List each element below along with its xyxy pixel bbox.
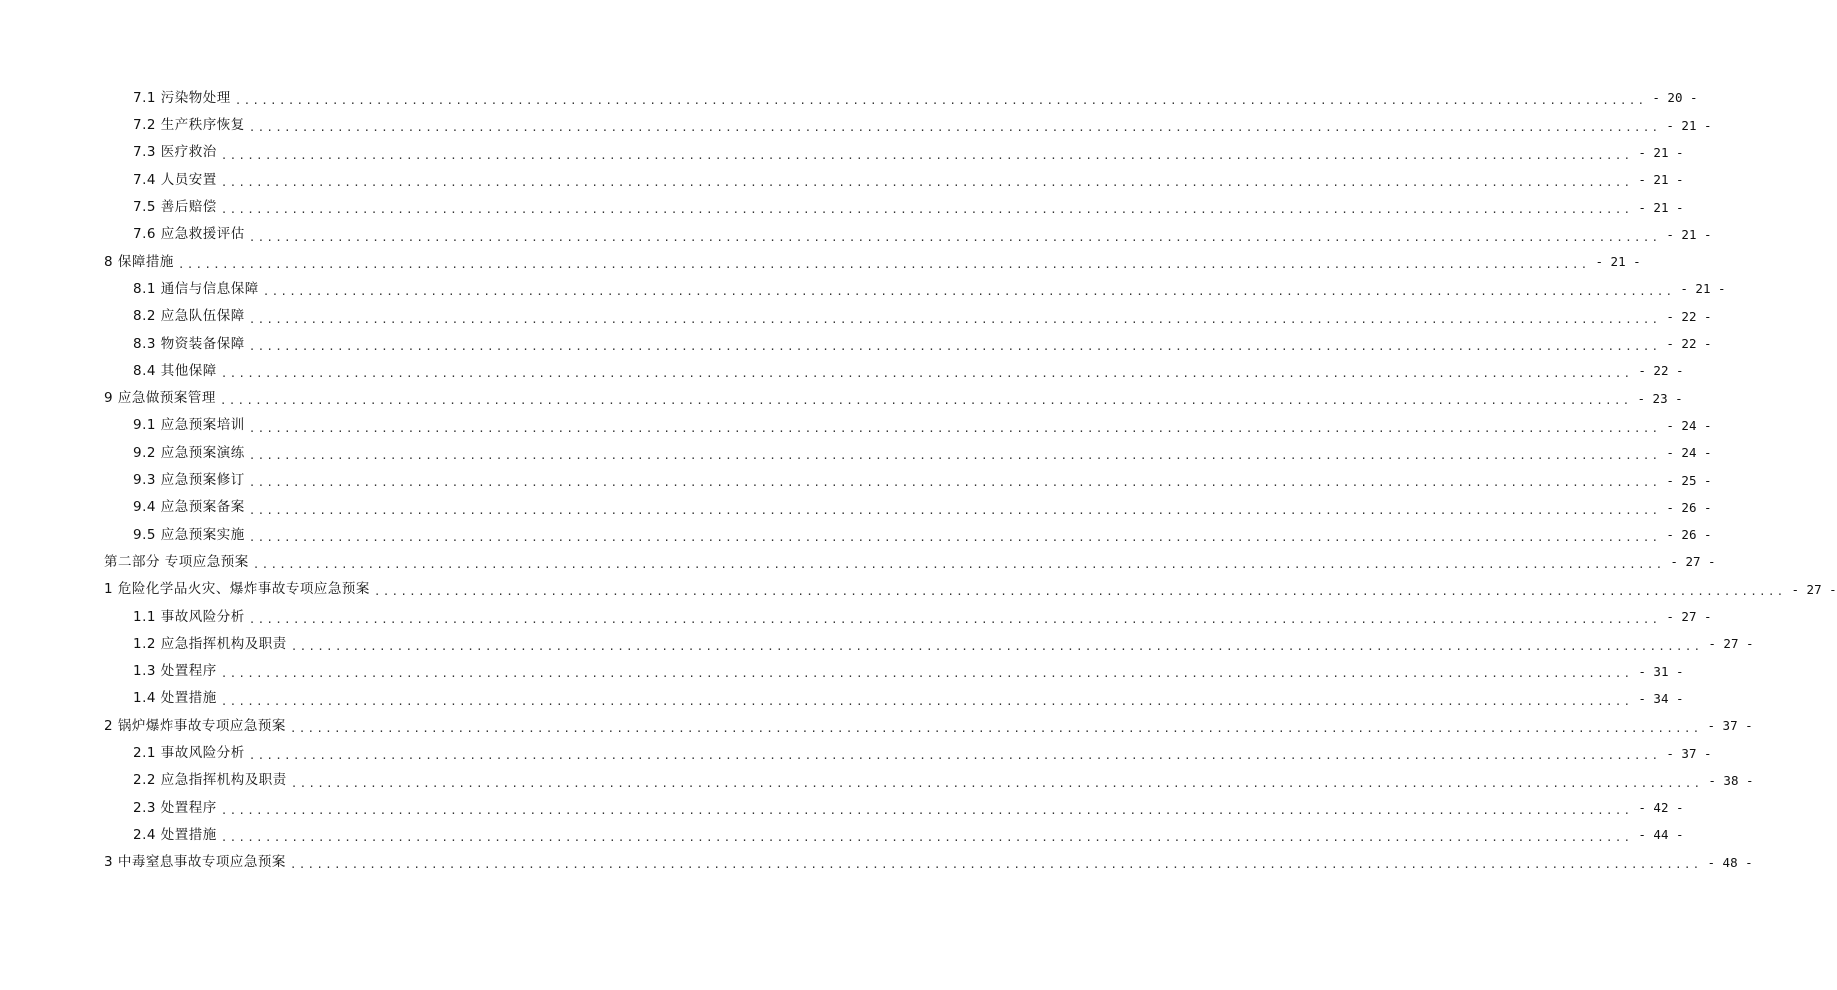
dot-leader: ................................................................................................................................................................ (248, 530, 1661, 544)
toc-entry-title: 2.1 事故风险分析 (133, 745, 245, 762)
dot-leader: ................................................................................................................................................................ (219, 394, 1632, 408)
toc-entry[interactable] (0, 522, 1712, 549)
toc-entry-page-number: - 21 - (1666, 117, 1712, 133)
toc-entry-page-number: - 22 - (1638, 363, 1684, 379)
dot-leader: ................................................................................................................................................................ (220, 203, 1633, 217)
toc-entry-page-number: - 37 - (1707, 718, 1753, 734)
dot-leader: ................................................................................................................................................................ (248, 230, 1661, 244)
toc-entry-title: 1.4 处置措施 (133, 690, 217, 707)
toc-entry-title: 1.2 应急指挥机构及职责 (133, 635, 287, 652)
toc-entry[interactable] (0, 686, 1684, 713)
dot-leader: ................................................................................................................................................................ (289, 721, 1702, 735)
toc-entry[interactable] (0, 740, 1712, 767)
toc-entry[interactable] (0, 604, 1712, 631)
toc-entry-page-number: - 24 - (1666, 445, 1712, 461)
toc-entry[interactable] (0, 467, 1712, 494)
toc-entry-title: 7.1 污染物处理 (133, 89, 231, 106)
toc-entry[interactable] (0, 440, 1712, 467)
dot-leader: ................................................................................................................................................................ (220, 176, 1633, 190)
dot-leader: ................................................................................................................................................................ (220, 667, 1633, 681)
toc-entry-page-number: - 21 - (1680, 281, 1726, 297)
dot-leader: ................................................................................................................................................................ (248, 749, 1661, 763)
dot-leader: ................................................................................................................................................................ (290, 640, 1703, 654)
toc-entry-page-number: - 24 - (1666, 417, 1712, 433)
toc-entry-page-number: - 22 - (1666, 336, 1712, 352)
toc-entry-page-number: - 31 - (1638, 663, 1684, 679)
dot-leader: ................................................................................................................................................................ (248, 612, 1661, 626)
toc-entry[interactable] (0, 767, 1754, 794)
toc-entry[interactable] (0, 576, 1837, 603)
toc-entry-page-number: - 27 - (1666, 609, 1712, 625)
toc-entry-page-number: - 22 - (1666, 308, 1712, 324)
toc-entry-title: 2.2 应急指挥机构及职责 (133, 772, 287, 789)
toc-entry-page-number: - 27 - (1670, 554, 1716, 570)
dot-leader: ................................................................................................................................................................ (234, 94, 1647, 108)
toc-entry-title: 8.3 物资装备保障 (133, 335, 245, 352)
dot-leader: ................................................................................................................................................................ (373, 585, 1786, 599)
toc-entry-title: 2.4 处置措施 (133, 826, 217, 843)
toc-entry-page-number: - 21 - (1638, 144, 1684, 160)
dot-leader: ................................................................................................................................................................ (220, 694, 1633, 708)
toc-entry-title: 9.5 应急预案实施 (133, 526, 245, 543)
toc-entry[interactable] (0, 631, 1754, 658)
toc-entry-page-number: - 34 - (1638, 690, 1684, 706)
toc-entry-title: 8.1 通信与信息保障 (133, 280, 259, 297)
toc-entry-page-number: - 44 - (1638, 827, 1684, 843)
toc-entry[interactable] (0, 276, 1726, 303)
dot-leader: ................................................................................................................................................................ (220, 831, 1633, 845)
toc-entry-page-number: - 38 - (1708, 772, 1754, 788)
dot-leader: ................................................................................................................................................................ (248, 421, 1661, 435)
dot-leader: ................................................................................................................................................................ (289, 858, 1702, 872)
toc-entry[interactable] (0, 385, 1683, 412)
dot-leader: ................................................................................................................................................................ (248, 312, 1661, 326)
toc-entry[interactable] (0, 713, 1753, 740)
toc-entry-page-number: - 21 - (1638, 172, 1684, 188)
toc-entry-page-number: - 21 - (1666, 226, 1712, 242)
toc-entry-title: 8.2 应急队伍保障 (133, 308, 245, 325)
dot-leader: ................................................................................................................................................................ (248, 339, 1661, 353)
toc-entry-title: 9.2 应急预案演练 (133, 444, 245, 461)
dot-leader: ................................................................................................................................................................ (252, 558, 1665, 572)
toc-entry-title: 第二部分 专项应急预案 (104, 553, 249, 570)
dot-leader: ................................................................................................................................................................ (262, 285, 1675, 299)
toc-entry-title: 3 中毒窒息事故专项应急预案 (104, 854, 286, 871)
toc-entry-title: 7.4 人员安置 (133, 171, 217, 188)
toc-entry-title: 1.3 处置程序 (133, 663, 217, 680)
toc-entry-page-number: - 48 - (1707, 854, 1753, 870)
toc-entry-title: 8.4 其他保障 (133, 362, 217, 379)
toc-entry-title: 9 应急做预案管理 (104, 390, 216, 407)
toc-entry[interactable] (0, 795, 1684, 822)
toc-entry[interactable] (0, 221, 1712, 248)
toc-entry[interactable] (0, 303, 1712, 330)
toc-entry[interactable] (0, 549, 1716, 576)
toc-entry-page-number: - 37 - (1666, 745, 1712, 761)
toc-entry-title: 9.4 应急预案备案 (133, 499, 245, 516)
dot-leader: ................................................................................................................................................................ (290, 776, 1703, 790)
toc-entry[interactable] (0, 249, 1641, 276)
toc-entry[interactable] (0, 413, 1712, 440)
toc-entry-title: 8 保障措施 (104, 253, 174, 270)
toc-entry[interactable] (0, 194, 1684, 221)
dot-leader: ................................................................................................................................................................ (248, 503, 1661, 517)
toc-entry[interactable] (0, 112, 1712, 139)
toc-entry[interactable] (0, 85, 1698, 112)
toc-entry-page-number: - 27 - (1791, 581, 1837, 597)
toc-entry-title: 7.3 医疗救治 (133, 144, 217, 161)
toc-entry[interactable] (0, 167, 1684, 194)
toc-entry-title: 2 锅炉爆炸事故专项应急预案 (104, 717, 286, 734)
toc-entry-page-number: - 26 - (1666, 527, 1712, 543)
toc-entry-page-number: - 26 - (1666, 499, 1712, 515)
dot-leader: ................................................................................................................................................................ (248, 476, 1661, 490)
toc-entry-title: 7.5 善后赔偿 (133, 199, 217, 216)
toc-entry[interactable] (0, 822, 1684, 849)
toc-entry-title: 7.6 应急救援评估 (133, 226, 245, 243)
toc-entry-page-number: - 20 - (1652, 90, 1698, 106)
toc-entry-page-number: - 23 - (1637, 390, 1683, 406)
toc-entry-title: 2.3 处置程序 (133, 799, 217, 816)
toc-entry-title: 9.3 应急预案修订 (133, 472, 245, 489)
toc-entry-page-number: - 27 - (1708, 636, 1754, 652)
toc-entry-page-number: - 25 - (1666, 472, 1712, 488)
table-of-contents (0, 85, 1837, 877)
toc-entry-title: 1.1 事故风险分析 (133, 608, 245, 625)
toc-entry-page-number: - 21 - (1595, 254, 1641, 270)
dot-leader: ................................................................................................................................................................ (248, 449, 1661, 462)
toc-entry-title: 9.1 应急预案培训 (133, 417, 245, 434)
toc-entry-page-number: - 21 - (1638, 199, 1684, 215)
toc-entry-title: 1 危险化学品火灾、爆炸事故专项应急预案 (104, 581, 370, 598)
dot-leader: ................................................................................................................................................................ (177, 257, 1590, 271)
dot-leader: ................................................................................................................................................................ (220, 367, 1633, 381)
toc-entry[interactable] (0, 358, 1684, 385)
toc-entry[interactable] (0, 494, 1712, 521)
dot-leader: ................................................................................................................................................................ (220, 148, 1633, 162)
toc-entry[interactable] (0, 331, 1712, 358)
toc-entry-page-number: - 42 - (1638, 800, 1684, 816)
dot-leader: ................................................................................................................................................................ (248, 121, 1661, 135)
toc-entry[interactable] (0, 849, 1753, 876)
toc-entry[interactable] (0, 140, 1684, 167)
toc-entry-title: 7.2 生产秩序恢复 (133, 117, 245, 134)
dot-leader: ................................................................................................................................................................ (220, 803, 1633, 817)
toc-entry[interactable] (0, 658, 1684, 685)
